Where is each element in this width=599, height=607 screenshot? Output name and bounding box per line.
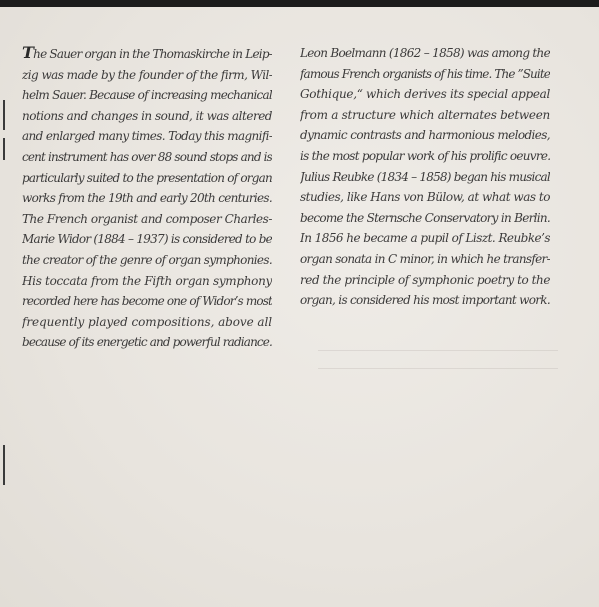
binding-mark	[3, 445, 5, 485]
text-line: Marie Widor (1884 – 1937) is considered to be	[22, 232, 272, 247]
left-text-column	[22, 43, 272, 353]
top-edge-shadow	[0, 0, 599, 7]
text-line: zig was made by the founder of the firm, Wil-	[22, 67, 272, 82]
text-line: Gothique,“ which derives its special appeal	[300, 87, 550, 102]
text-line: In 1856 he became a pupil of Liszt. Reubke’s	[300, 231, 550, 246]
text-line: because of its energetic and powerful radiance.	[22, 335, 272, 350]
text-line: from a structure which alternates between	[300, 107, 550, 122]
text-line: Julius Reubke (1834 – 1858) began his musical	[300, 169, 550, 184]
text-line: become the Sternsche Conservatory in Berlin.	[300, 210, 550, 225]
text-line: organ sonata in C minor, in which he transfer-	[300, 251, 550, 266]
text-line: recorded here has become one of Widor’s most	[22, 294, 272, 309]
text-line: famous French organists of his time. The ”Suite	[300, 66, 550, 81]
right-text-column	[300, 43, 550, 311]
text-line: works from the 19th and early 20th centuries.	[22, 191, 272, 206]
text-line: organ, is considered his most important work.	[300, 293, 550, 308]
show-through-line	[318, 350, 558, 351]
drop-cap: T	[22, 43, 34, 62]
text-line: is the most popular work of his prolific oeuvre.	[300, 148, 550, 163]
text-line: The French organist and composer Charles-	[22, 211, 272, 226]
text-line: the creator of the genre of organ symphonies.	[22, 252, 272, 267]
text-line: particularly suited to the presentation of organ	[22, 170, 272, 185]
text-line: cent instrument has over 88 sound stops and is	[22, 149, 272, 164]
text-line: frequently played compositions, above all	[22, 314, 272, 329]
text-line: and enlarged many times. Today this magnifi-	[22, 129, 272, 144]
text-line: notions and changes in sound, it was altered	[22, 108, 272, 123]
text-line: studies, like Hans von Bülow, at what was to	[300, 190, 550, 205]
text-line: red the principle of symphonic poetry to the	[300, 272, 550, 287]
text-line: dynamic contrasts and harmonious melodies,	[300, 128, 550, 143]
text-line: His toccata from the Fifth organ symphony	[22, 273, 272, 288]
text-line: The Sauer organ in the Thomaskirche in Leip-	[22, 43, 272, 62]
binding-mark	[3, 138, 5, 160]
text-line: Leon Boelmann (1862 – 1858) was among the	[300, 46, 550, 60]
text-line: helm Sauer. Because of increasing mechanical	[22, 88, 272, 103]
show-through-line	[318, 368, 558, 369]
binding-mark	[3, 100, 5, 130]
